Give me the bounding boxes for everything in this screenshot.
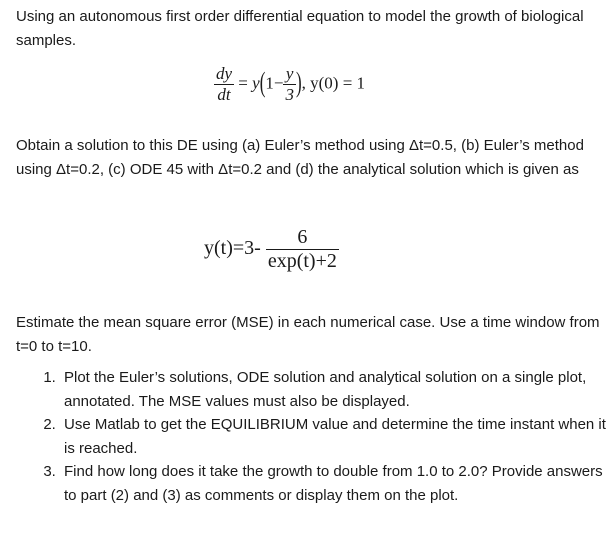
mse-paragraph: Estimate the mean square error (MSE) in each numerical case. Use a time window from t=0 to t=10. bbox=[16, 314, 600, 355]
initial-condition: , y(0) = 1 bbox=[301, 73, 366, 93]
differential-equation: $\frac{dy}{dt}$ = y(1− $\frac{y}{3}$ ), y(0) = 1 bbox=[216, 64, 366, 104]
intro-paragraph: Using an autonomous first order differential equation to model the growth of biological samples. bbox=[16, 8, 584, 49]
task-item: 2. Use Matlab to get the EQUILIBRIUM value and determine the time instant when it is reached. bbox=[60, 413, 606, 460]
solution-fraction: $\frac{6}{\exp(t)+2}$ bbox=[267, 226, 337, 272]
dy-dt-fraction: $\frac{dy}{dt}$ bbox=[216, 64, 233, 104]
analytical-solution: y(t)=3- $\frac{6}{\exp(t)+2}$ bbox=[204, 226, 337, 272]
task-item: 3. Find how long does it take the growth to double from 1.0 to 2.0? Provide answers to part (2) and (3) as comments or display them on the plot. bbox=[60, 460, 606, 507]
y-over-3-fraction: $\frac{y}{3}$ bbox=[285, 64, 294, 104]
task-item: 1. Plot the Euler’s solutions, ODE solution and analytical solution on a single plot, annotated. The MSE values must also be displayed. bbox=[60, 366, 606, 413]
method-paragraph: Obtain a solution to this DE using (a) Euler’s method using Δt=0.5, (b) Euler’s method using Δt=0.2, (c) ODE 45 with Δt=0.2 and (d) the analytical solution which is given as bbox=[16, 137, 584, 178]
task-list bbox=[16, 366, 606, 507]
